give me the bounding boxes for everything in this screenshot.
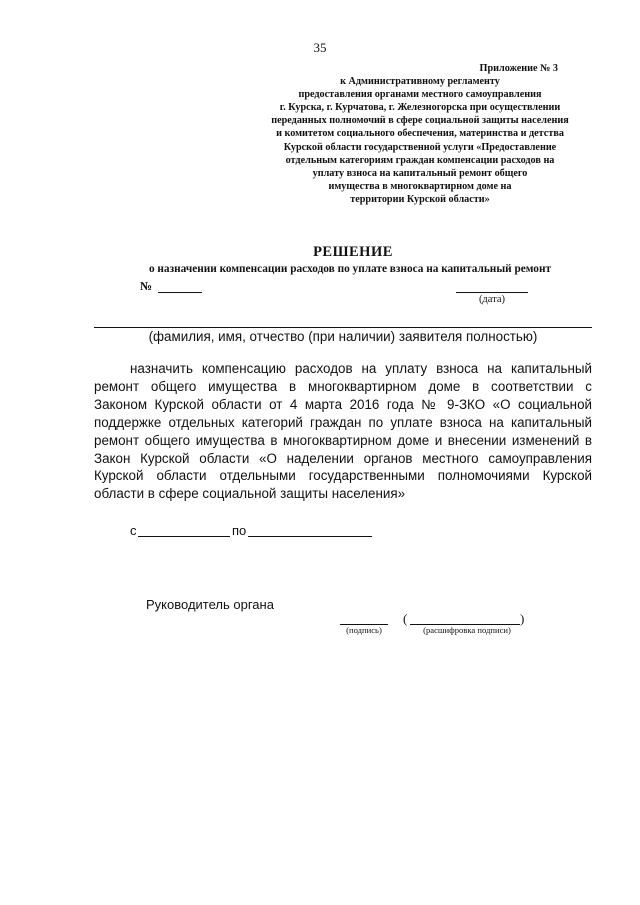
decision-number-field[interactable]	[158, 292, 202, 293]
appendix-line: территории Курской области»	[350, 193, 490, 205]
body-line: Курской области отдельными государственными полномочиями Курской	[94, 468, 592, 484]
decision-title: РЕШЕНИЕ	[313, 244, 393, 260]
signature-label: (подпись)	[346, 625, 382, 635]
applicant-name-field[interactable]	[94, 327, 592, 328]
signature-decrypt-paren-close: )	[520, 611, 525, 626]
signature-decrypt-label: (расшифровка подписи)	[423, 625, 511, 635]
body-line: Закон Курской области «О наделении органов местного самоуправления	[94, 450, 592, 466]
decision-number-label: №	[140, 279, 153, 293]
body-line: ремонт общего имущества в многоквартирном доме в соответствии с	[94, 378, 592, 394]
body-line: области в сфере социальной защиты населения»	[94, 486, 406, 502]
body-line: Законом Курской области от 4 марта 2016 года № 9-ЗКО «О социальной	[94, 396, 592, 412]
appendix-line: имущества в многоквартирном доме на	[328, 180, 512, 192]
decision-body	[94, 360, 592, 503]
signature-decrypt-paren-open: (	[403, 611, 408, 626]
period-to-label: по	[232, 523, 247, 538]
period-from-field[interactable]	[138, 536, 230, 537]
decision-date-label: (дата)	[478, 294, 506, 305]
page-number: 35	[313, 40, 327, 55]
appendix-header	[250, 62, 590, 206]
appendix-line: Приложение № 3	[479, 63, 558, 74]
decision-date-field[interactable]	[456, 292, 528, 293]
period-to-field[interactable]	[248, 536, 372, 537]
appendix-line: Курской области государственной услуги «Предоставление	[283, 141, 557, 153]
applicant-name-caption: (фамилия, имя, отчество (при наличии) заявителя полностью)	[148, 329, 538, 344]
appendix-line: отдельным категориям граждан компенсации расходов на	[285, 154, 555, 166]
appendix-line: предоставления органами местного самоуправления	[298, 89, 542, 101]
body-line: назначить компенсацию расходов на уплату взноса на капитальный	[130, 361, 592, 376]
period-from-label: с	[130, 523, 137, 538]
appendix-line: к Административному регламенту	[340, 76, 500, 88]
appendix-line: г. Курска, г. Курчатова, г. Железногорска при осуществлении	[279, 102, 561, 114]
appendix-line: переданных полномочий в сфере социальной защиты населения	[271, 115, 569, 127]
appendix-line: и комитетом социального обеспечения, материнства и детства	[276, 128, 564, 140]
decision-subtitle: о назначении компенсации расходов по уплате взноса на капитальный ремонт	[148, 263, 552, 275]
body-line: поддержке отдельных категорий граждан по уплате взноса на капитальный	[94, 414, 592, 430]
appendix-line: уплату взноса на капитальный ремонт общего	[312, 167, 528, 179]
head-of-body-label: Руководитель органа	[146, 597, 274, 612]
body-line: ремонт общего имущества в многоквартирном доме и внесении изменений в	[94, 432, 592, 448]
